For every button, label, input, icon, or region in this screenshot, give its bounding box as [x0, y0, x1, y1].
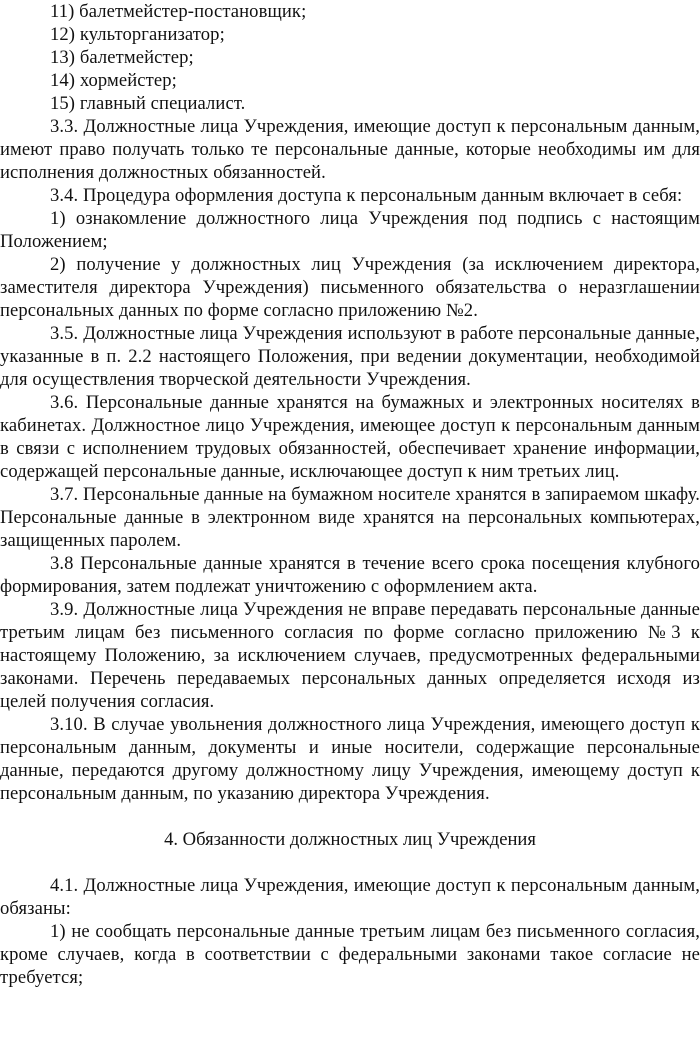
list-item: 14) хормейстер;	[50, 70, 177, 91]
list-item: 11) балетмейстер-постановщик;	[50, 1, 307, 22]
paragraph-3-4-item-2: 2) получение у должностных лиц Учреждения (за исключением директора, заместителя директора Учреждения) письменного обязательства о неразглашении персональных данных по форме согласно приложению №2.	[0, 254, 700, 321]
paragraph-3-4-item-1: 1) ознакомление должностного лица Учреждения под подпись с настоящим Положением;	[0, 208, 700, 252]
paragraph-3-5: 3.5. Должностные лица Учреждения используют в работе персональные данные, указанные в п. 2.2 настоящего Положения, при ведении документации, необходимой для осуществления творческой деятельности Учреждения.	[0, 323, 700, 390]
paragraph-3-8: 3.8 Персональные данные хранятся в течение всего срока посещения клубного формирования, затем подлежат уничтожению с оформлением акта.	[0, 553, 700, 597]
paragraph-3-9: 3.9. Должностные лица Учреждения не вправе передавать персональные данные третьим лицам без письменного согласия по форме согласно приложению №3 к настоящему Положению, за исключением случаев, предусмотренных федеральными законами. Перечень передаваемых персональных данных определяется исходя из целей получения согласия.	[0, 599, 700, 712]
paragraph-3-3: 3.3. Должностные лица Учреждения, имеющие доступ к персональным данным, имеют право получать только те персональные данные, которые необходимы им для исполнения должностных обязанностей.	[0, 116, 700, 183]
list-item: 15) главный специалист.	[50, 93, 246, 114]
list-item: 13) балетмейстер;	[50, 47, 194, 68]
spacer	[0, 851, 700, 874]
paragraph-3-10: 3.10. В случае увольнения должностного лица Учреждения, имеющего доступ к персональным данным, документы и иные носители, содержащие персональные данные, передаются другому должностному лицу Учреждения, имеющему доступ к персональным данным, по указанию директора Учреждения.	[0, 714, 700, 804]
paragraph-4-1-item-1: 1) не сообщать персональные данные третьим лицам без письменного согласия, кроме случаев, когда в соответствии с федеральными законами такое согласие не требуется;	[0, 921, 700, 988]
paragraph-4-1: 4.1. Должностные лица Учреждения, имеющие доступ к персональным данным, обязаны:	[0, 875, 700, 919]
list-item: 12) культорганизатор;	[50, 24, 225, 45]
paragraph-3-4: 3.4. Процедура оформления доступа к персональным данным включает в себя:	[50, 185, 683, 206]
spacer	[0, 805, 700, 828]
section-heading: 4. Обязанности должностных лиц Учреждения	[164, 829, 536, 850]
paragraph-3-7: 3.7. Персональные данные на бумажном носителе хранятся в запираемом шкафу. Персональные данные в электронном виде хранятся на персональных компьютерах, защищенных паролем.	[0, 484, 700, 551]
paragraph-3-6: 3.6. Персональные данные хранятся на бумажных и электронных носителях в кабинетах. Должностное лицо Учреждения, имеющее доступ к персональным данным в связи с исполнением трудовых обязанностей, обеспечивает хранение информации, содержащей персональные данные, исключающее доступ к ним третьих лиц.	[0, 392, 700, 482]
